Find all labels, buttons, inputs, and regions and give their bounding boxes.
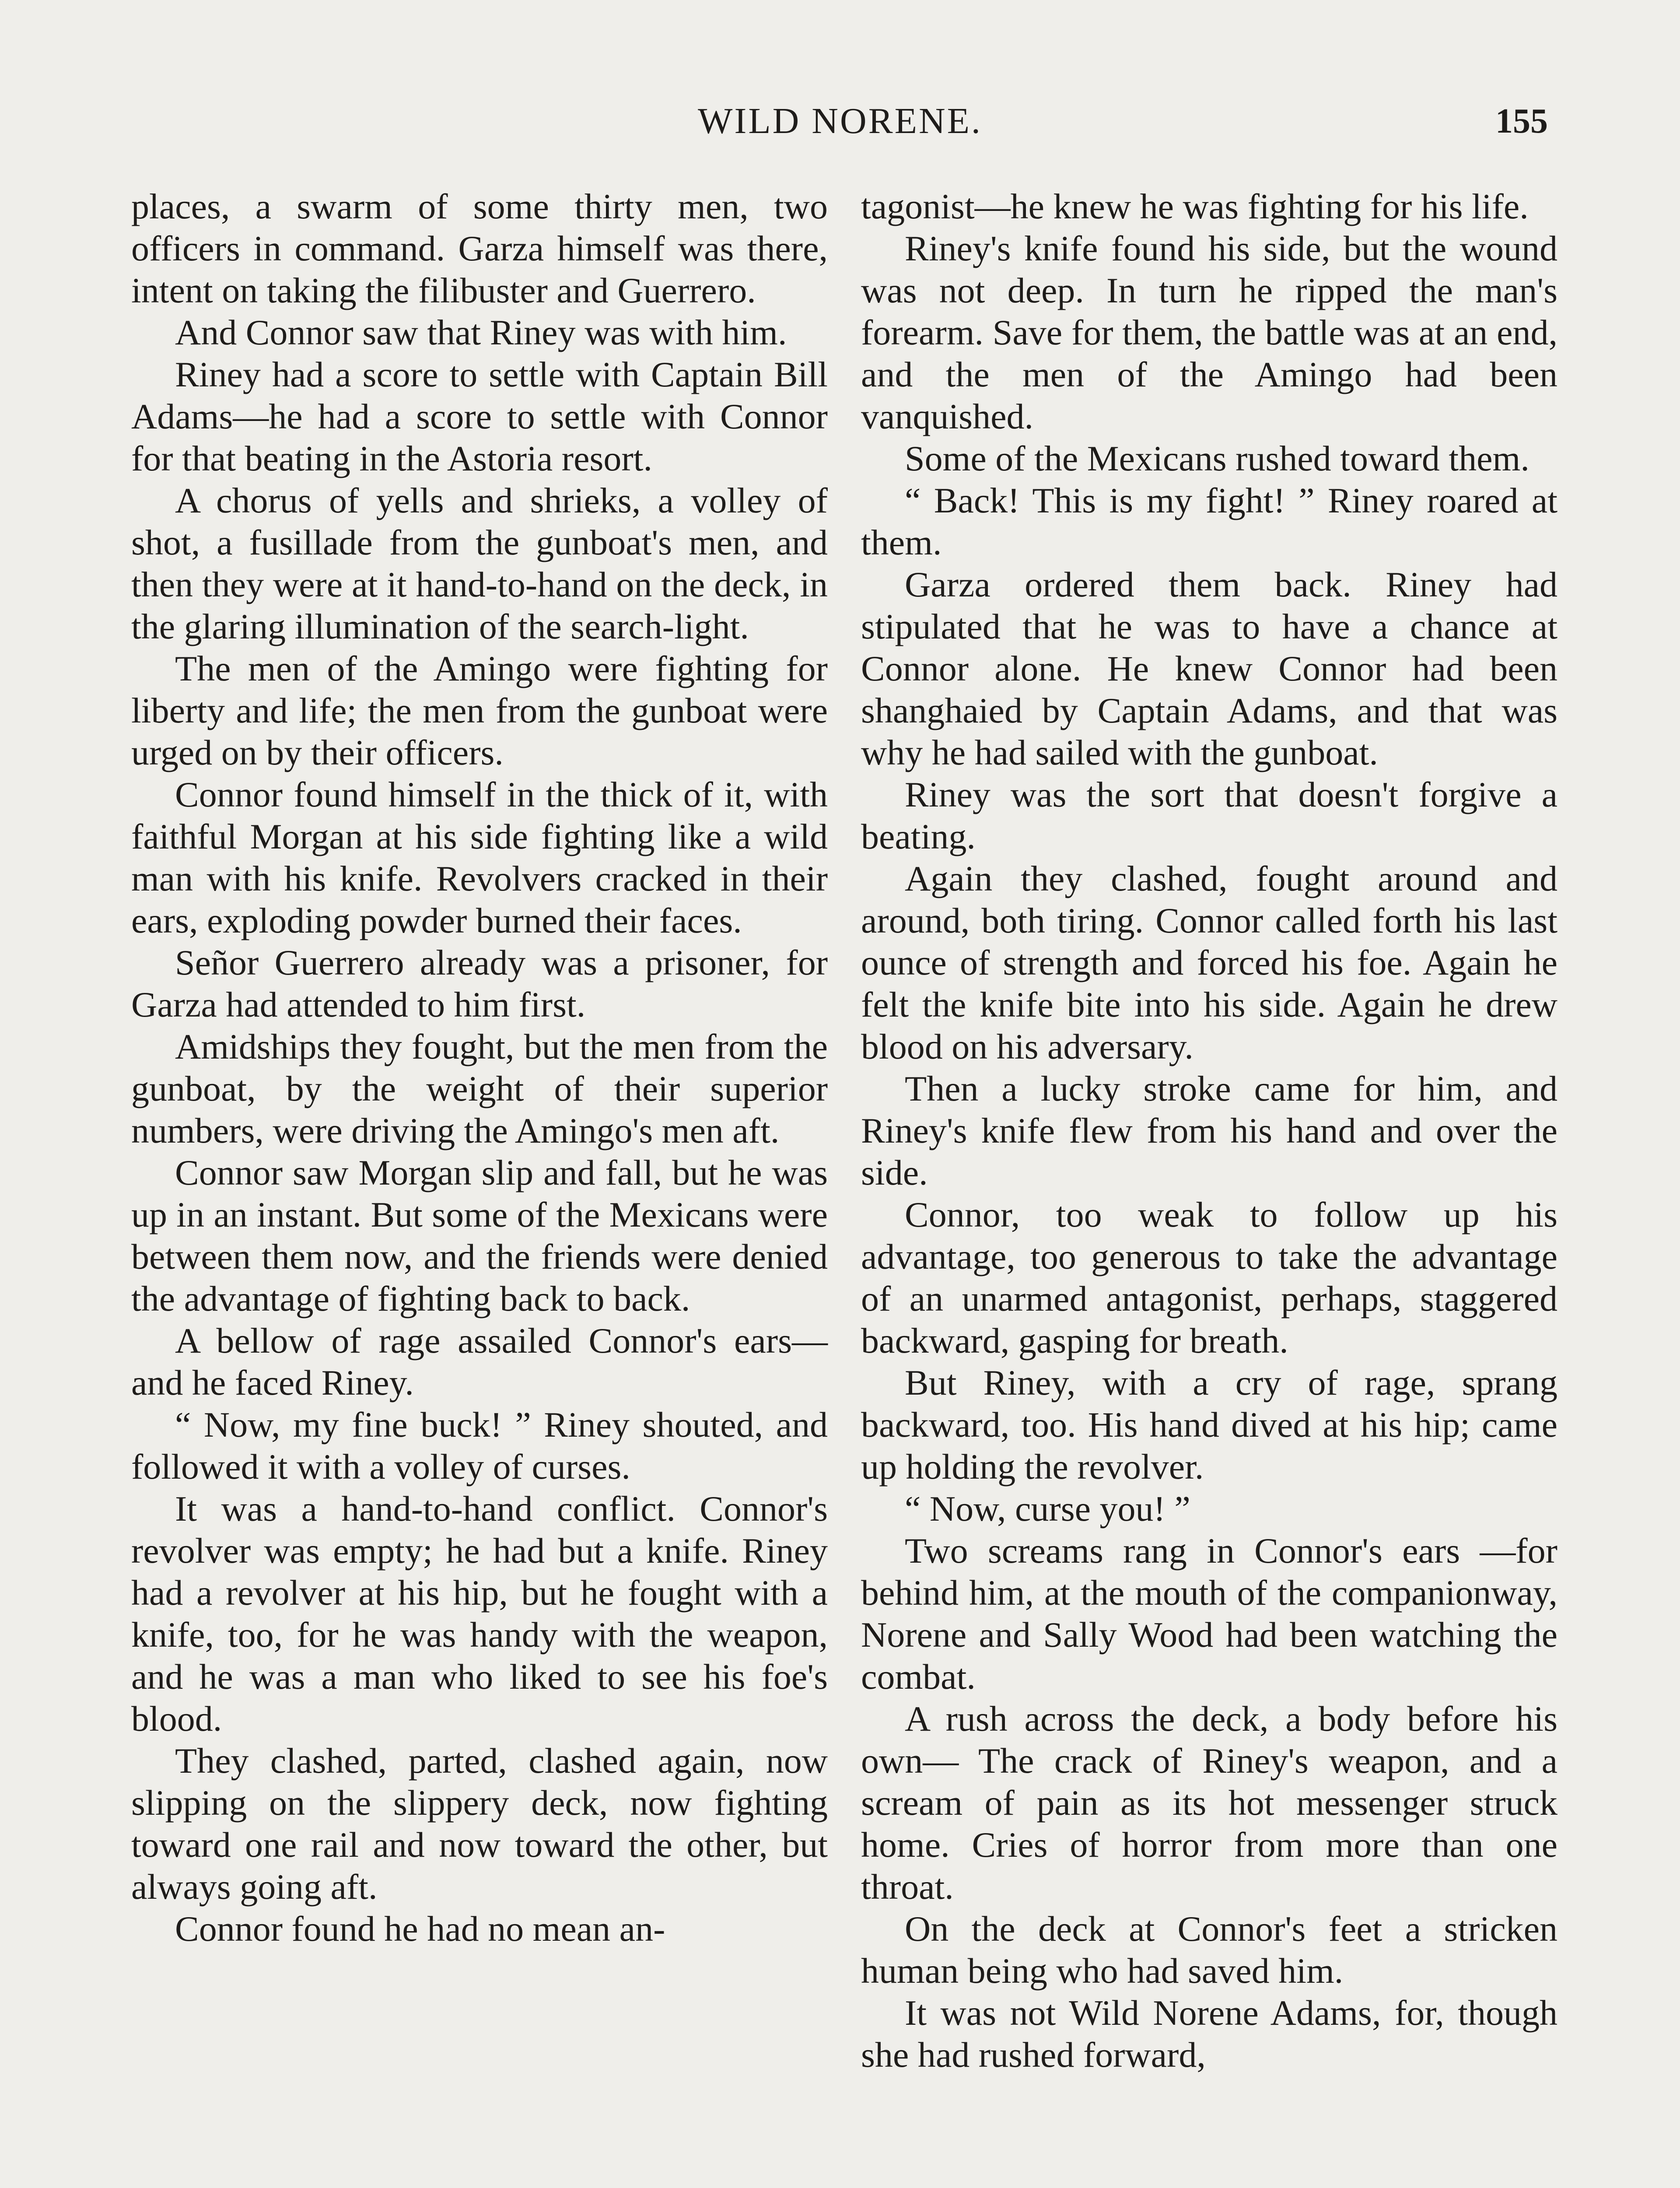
running-title: WILD NORENE. [698, 101, 982, 141]
paragraph: “ Now, my fine buck! ” Riney shouted, and followed it with a volley of curses. [131, 1405, 828, 1487]
running-header [0, 97, 1680, 145]
paragraph: But Riney, with a cry of rage, sprang backward, too. His hand dived at his hip; came up holding the revolver. [861, 1363, 1558, 1487]
paragraph: Garza ordered them back. Riney had stipulated that he was to have a chance at Connor alone. He knew Connor had been shanghaied by Captain Adams, and that was why he had sailed with the gunboat. [861, 565, 1558, 772]
paragraph: Again they clashed, fought around and around, both tiring. Connor called forth his last ounce of strength and forced his foe. Again he felt the knife bite into his side. Again he drew blood on his adversary. [861, 859, 1558, 1066]
paragraph: Connor saw Morgan slip and fall, but he was up in an instant. But some of the Mexicans were between them now, and the friends were denied the advantage of fighting back to back. [131, 1153, 828, 1318]
paragraph: Connor found himself in the thick of it, with faithful Morgan at his side fighting like a wild man with his knife. Revolvers cracked in their ears, exploding powder burned their faces. [131, 775, 828, 940]
paragraph: And Connor saw that Riney was with him. [175, 312, 787, 352]
right-column [861, 186, 1558, 2076]
paragraph: It was a hand-to-hand conflict. Connor's revolver was empty; he had but a knife. Riney had a revolver at his hip, but he fought with a knife, too, for he was handy with the weapon, and he was a man who liked to see his foe's blood. [131, 1489, 828, 1739]
paragraph: tagonist—he knew he was fighting for his life. [861, 186, 1529, 226]
page-number: 155 [1495, 102, 1548, 140]
paragraph: “ Back! This is my fight! ” Riney roared at them. [861, 480, 1558, 562]
paragraph: Connor, too weak to follow up his advantage, too generous to take the advantage of an unarmed antagonist, perhaps, staggered backward, gasping for breath. [861, 1195, 1558, 1360]
paragraph: places, a swarm of some thirty men, two officers in command. Garza himself was there, intent on taking the filibuster and Guerrero. [131, 186, 828, 310]
paragraph: A chorus of yells and shrieks, a volley of shot, a fusillade from the gunboat's men, and then they were at it hand-to-hand on the deck, in the glaring illumination of the search-light. [131, 480, 828, 646]
paragraph: They clashed, parted, clashed again, now slipping on the slippery deck, now fighting toward one rail and now toward the other, but always going aft. [131, 1741, 828, 1907]
paragraph: Riney's knife found his side, but the wound was not deep. In turn he ripped the man's forearm. Save for them, the battle was at an end, and the men of the Amingo had been vanquished. [861, 228, 1558, 436]
paragraph: Then a lucky stroke came for him, and Riney's knife flew from his hand and over the side. [861, 1069, 1558, 1192]
paragraph: A rush across the deck, a body before his own— The crack of Riney's weapon, and a scream of pain as its hot messenger struck home. Cries of horror from more than one throat. [861, 1699, 1558, 1907]
paragraph: On the deck at Connor's feet a stricken human being who had saved him. [861, 1909, 1558, 1991]
left-column [131, 186, 828, 1950]
paragraph: Riney had a score to settle with Captain Bill Adams—he had a score to settle with Connor for that beating in the Astoria resort. [131, 354, 828, 478]
paragraph: Connor found he had no mean an- [175, 1909, 665, 1949]
paragraph: Two screams rang in Connor's ears —for behind him, at the mouth of the companionway, Norene and Sally Wood had been watching the combat. [861, 1531, 1558, 1697]
paragraph: Some of the Mexicans rushed toward them. [905, 438, 1530, 478]
paragraph: It was not Wild Norene Adams, for, though she had rushed forward, [861, 1993, 1558, 2075]
paragraph: Señor Guerrero already was a prisoner, for Garza had attended to him first. [131, 943, 828, 1024]
paragraph: Riney was the sort that doesn't forgive a beating. [861, 775, 1558, 856]
paragraph: “ Now, curse you! ” [905, 1489, 1190, 1529]
paragraph: Amidships they fought, but the men from the gunboat, by the weight of their superior numbers, were driving the Amingo's men aft. [131, 1027, 828, 1150]
paragraph: A bellow of rage assailed Connor's ears—and he faced Riney. [131, 1321, 828, 1403]
paragraph: The men of the Amingo were fighting for liberty and life; the men from the gunboat were urged on by their officers. [131, 649, 828, 772]
